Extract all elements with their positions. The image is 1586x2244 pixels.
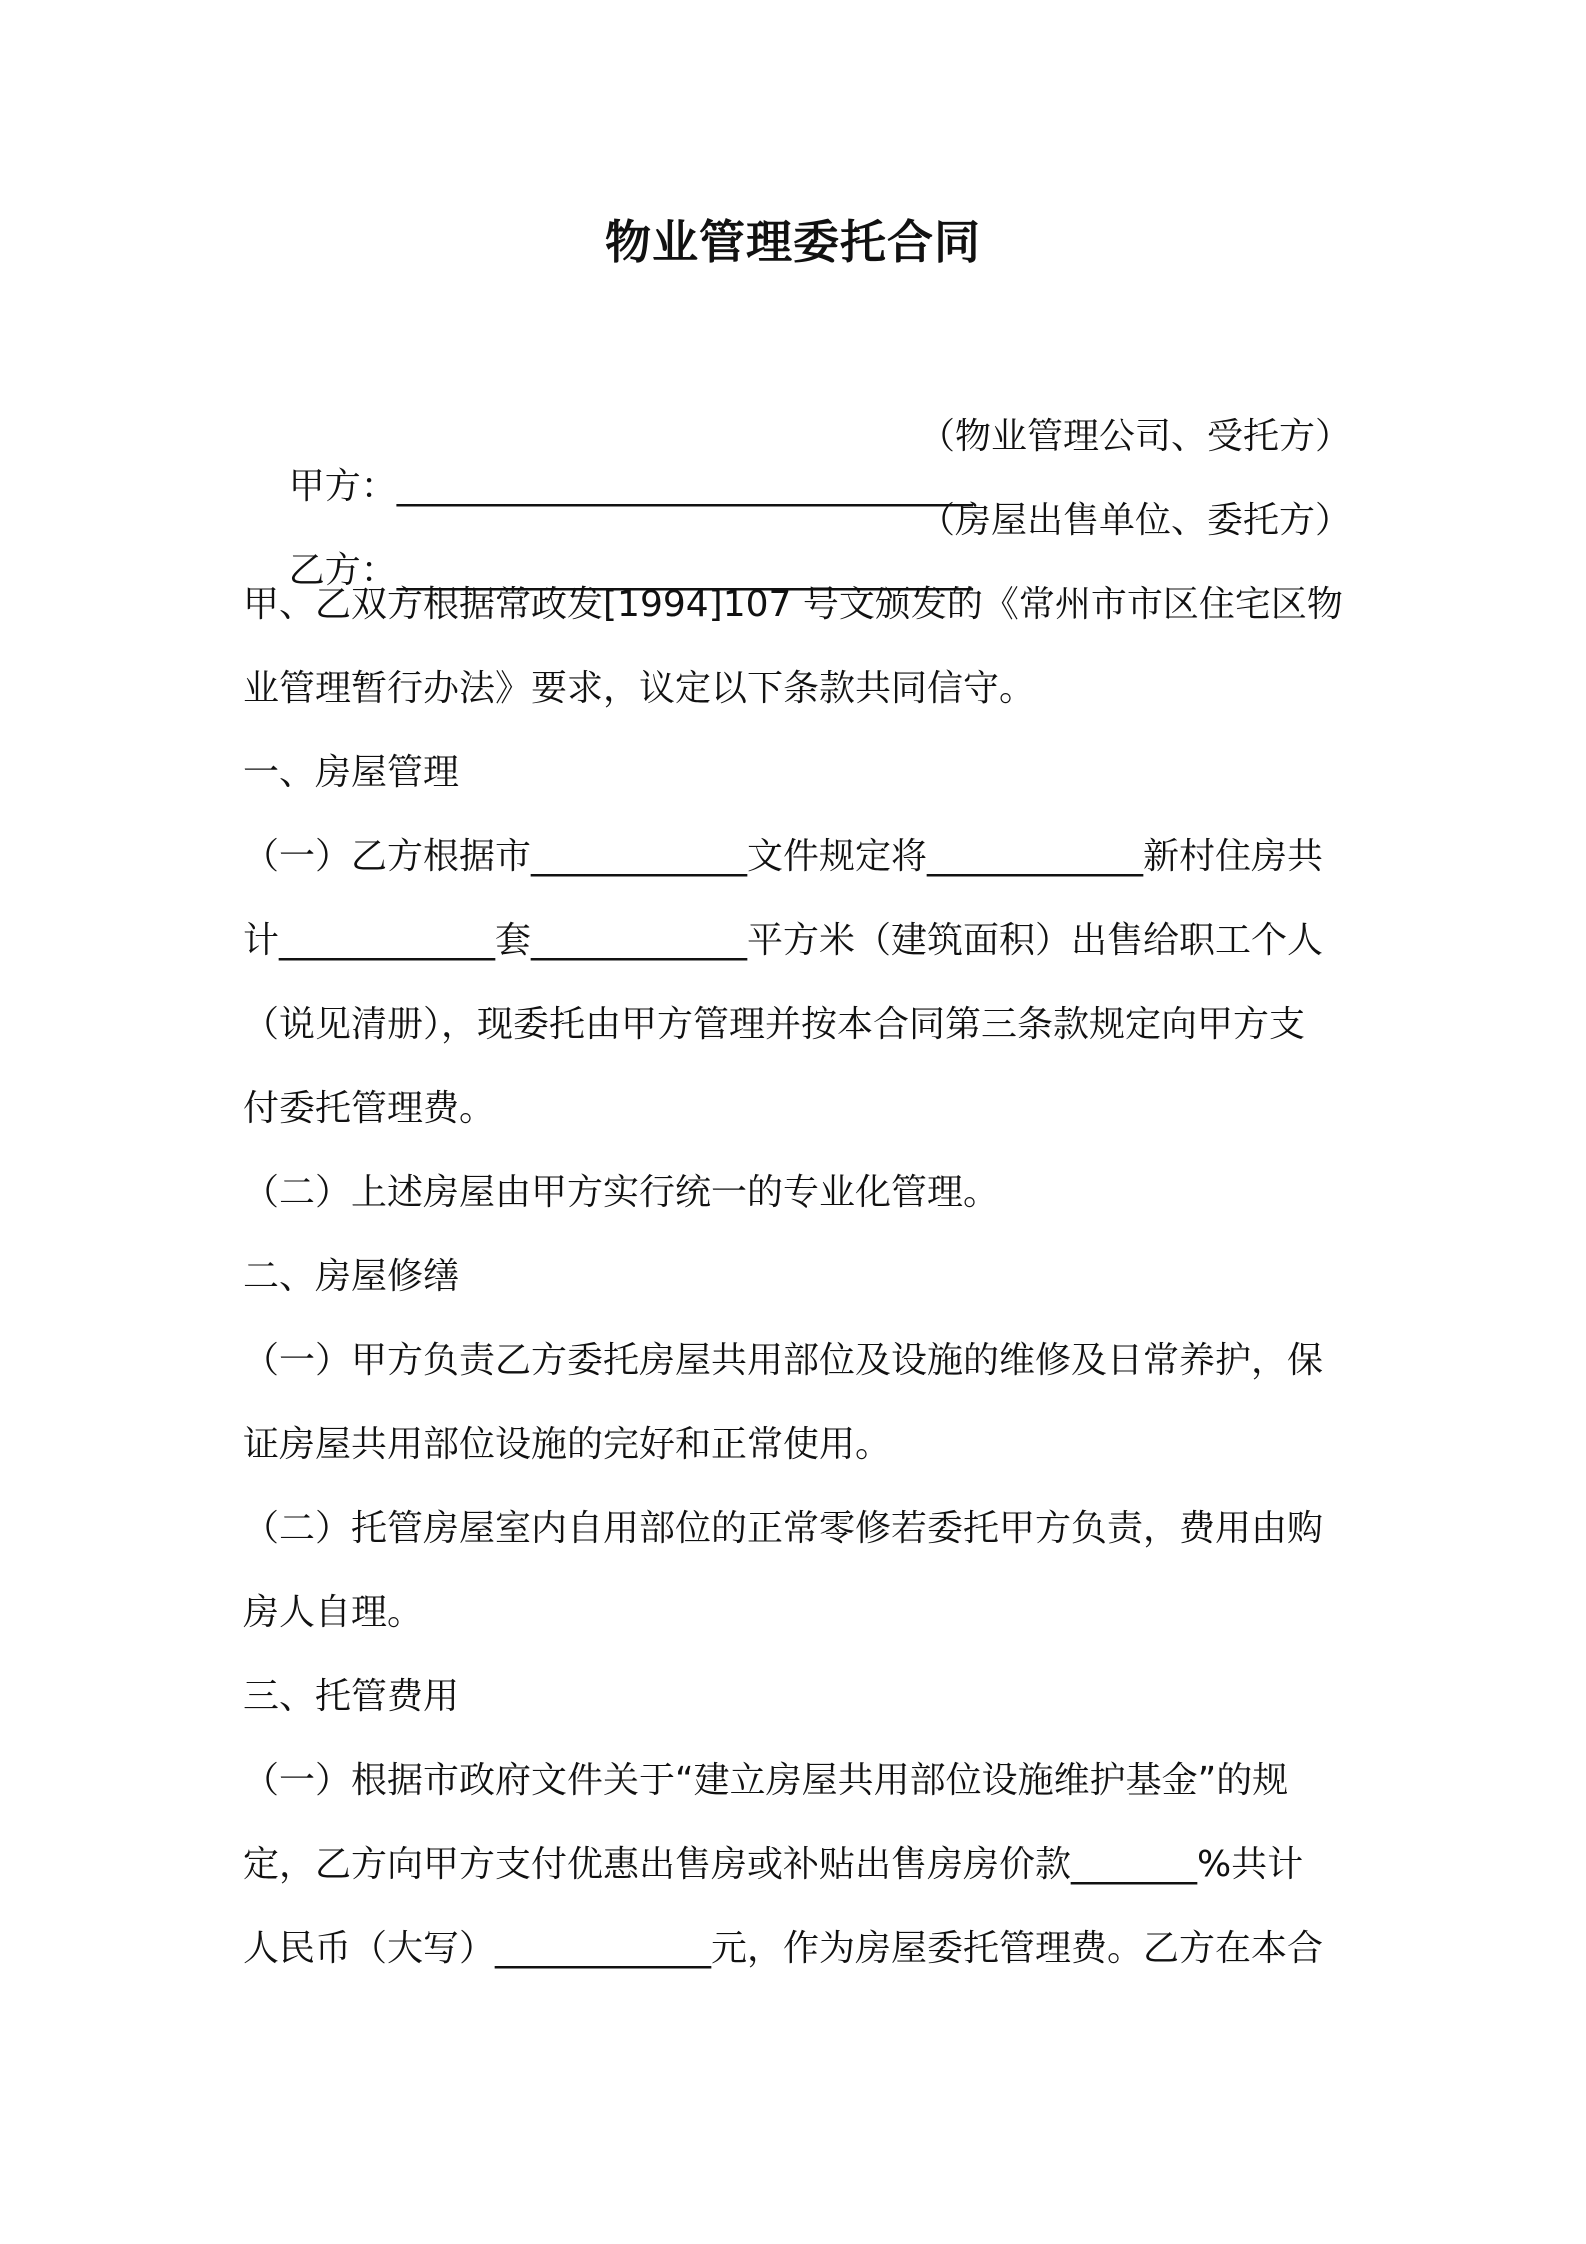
body-line: （一）根据市政府文件关于“建立房屋共用部位设施维护基金”的规 [243, 1760, 1289, 1801]
party-a-note: （物业管理公司、受托方） [918, 416, 1351, 457]
party-b-blank: ________________________________ [396, 550, 973, 591]
body-line: （一）甲方负责乙方委托房屋共用部位及设施的维修及日常养护，保 [243, 1340, 1324, 1381]
body-line: 定，乙方向甲方支付优惠出售房或补贴出售房房价款_______%共计 [243, 1844, 1304, 1885]
document-title: 物业管理委托合同 [605, 215, 981, 269]
party-a-blank: ________________________________ [396, 466, 973, 507]
body-line: （二）托管房屋室内自用部位的正常零修若委托甲方负责，费用由购 [243, 1508, 1324, 1549]
body-line: （二）上述房屋由甲方实行统一的专业化管理。 [243, 1172, 1000, 1213]
party-b-note: （房屋出售单位、委托方） [918, 500, 1351, 541]
body-line: 人民币（大写）____________元，作为房屋委托管理费。乙方在本合 [243, 1928, 1324, 1969]
body-line: （一）乙方根据市____________文件规定将____________新村住房共 [243, 836, 1324, 877]
party-b-label: 乙方： [288, 550, 397, 591]
body-line: 付委托管理费。 [243, 1088, 496, 1129]
body-line: 房人自理。 [243, 1592, 424, 1633]
body-line: （说见清册），现委托由甲方管理并按本合同第三条款规定向甲方支 [243, 1004, 1306, 1045]
section-heading: 一、房屋管理 [243, 752, 460, 793]
body-line: 业管理暂行办法》要求，议定以下条款共同信守。 [243, 668, 1036, 709]
body-line: 计____________套____________平方米（建筑面积）出售给职工个人 [243, 920, 1324, 961]
section-heading: 三、托管费用 [243, 1676, 460, 1717]
party-a-label: 甲方： [288, 466, 397, 507]
section-heading: 二、房屋修缮 [243, 1256, 460, 1297]
body-line: 甲、乙双方根据常政发[1994]107 号文颁发的《常州市市区住宅区物 [243, 584, 1343, 625]
body-line: 证房屋共用部位设施的完好和正常使用。 [243, 1424, 892, 1465]
